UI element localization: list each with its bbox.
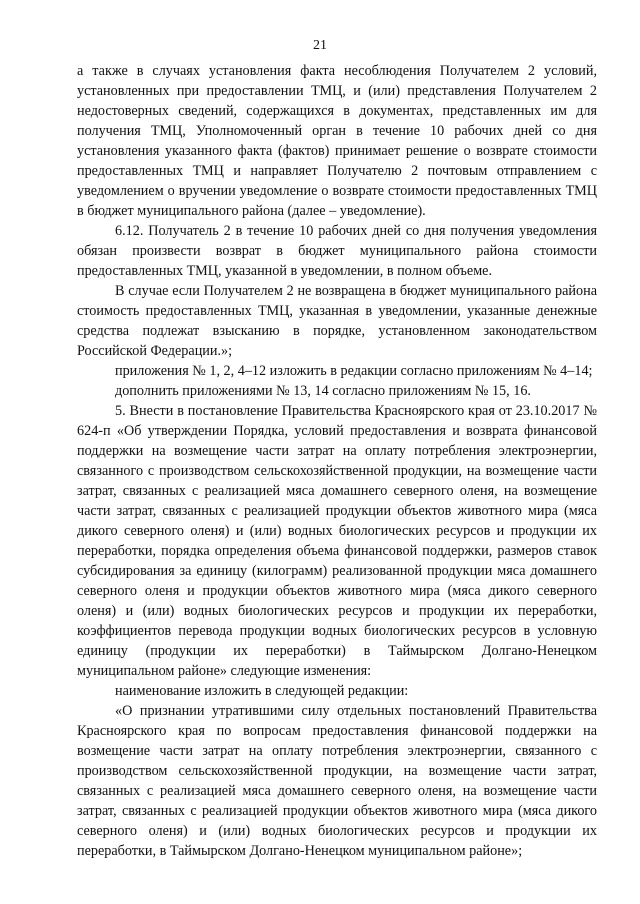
paragraph-title-change: наименование изложить в следующей редакции: [115, 683, 409, 699]
paragraph-new-title: «О признании утратившими силу отдельных постановлений Правительства Красноярского края по вопросам предоставления финансовой поддержки на возмещение части затрат на оплату потребления электроэнергии, связанного с производством сельскохозяйственной продукции, на возмещение части затрат, связанных с реализацией мяса домашнего северного оленя, на возмещение части затрат, связанных с реализацией продукции объектов животного мира (мяса дикого северного оленя) и (или) водных биологических ресурсов и продукции их переработки, в Таймырском Долгано-Ненецком муниципальном районе»; [77, 703, 597, 859]
paragraph-6-12: 6.12. Получатель 2 в течение 10 рабочих дней со дня получения уведомления обязан произвести возврат в бюджет муниципального района стоимости предоставленных ТМЦ, указанной в уведомлении, в полном объеме. [77, 223, 597, 279]
paragraph-non-return: В случае если Получателем 2 не возвращена в бюджет муниципального района стоимость предоставленных ТМЦ, указанная в уведомлении, указанные денежные средства подлежат взысканию в порядке, установленном законодательством Российской Федерации.»; [77, 283, 597, 359]
page-number: 21 [313, 38, 327, 53]
paragraph-item-5: 5. Внести в постановление Правительства Красноярского края от 23.10.2017 № 624-п «Об утверждении Порядка, условий предоставления и возврата финансовой поддержки на возмещение части затрат на оплату потребления электроэнергии, связанного с производством сельскохозяйственной продукции, на возмещение части затрат, связанных с реализацией мяса домашнего северного оленя, на возмещение части затрат, связанных с реализацией продукции объектов животного мира (мяса дикого северного оленя) и (или) водных биологических ресурсов и продукции их переработки, порядка определения объема финансовой поддержки, размеров ставок субсидирования за единицу (килограмм) реализованной продукции мяса домашнего северного оленя и продукции объектов животного мира (мяса дикого северного оленя) и (или) водных биологических ресурсов и продукции их переработки, коэффициентов перевода продукции водных биологических ресурсов в условную единицу (продукции их переработки) в Таймырском Долгано-Ненецком муниципальном районе» следующие изменения: [77, 403, 597, 679]
paragraph-continuation: а также в случаях установления факта несоблюдения Получателем 2 условий, установленных при предоставлении ТМЦ, и (или) представления Получателем 2 недостоверных сведений, содержащихся в документах, представленных им для получения ТМЦ, Уполномоченный орган в течение 10 рабочих дней со дня установления указанного факта (фактов) принимает решение о возврате стоимости предоставленных ТМЦ и направляет Получателю 2 почтовым отправлением с уведомлением о вручении уведомление о возврате стоимости предоставленных ТМЦ в бюджет муниципального района (далее – уведомление). [77, 63, 597, 219]
paragraph-appendices-add: дополнить приложениями № 13, 14 согласно приложениям № 15, 16. [115, 383, 531, 399]
paragraph-appendices-edit: приложения № 1, 2, 4–12 изложить в редакции согласно приложениям № 4–14; [115, 363, 593, 379]
document-body [77, 61, 597, 861]
